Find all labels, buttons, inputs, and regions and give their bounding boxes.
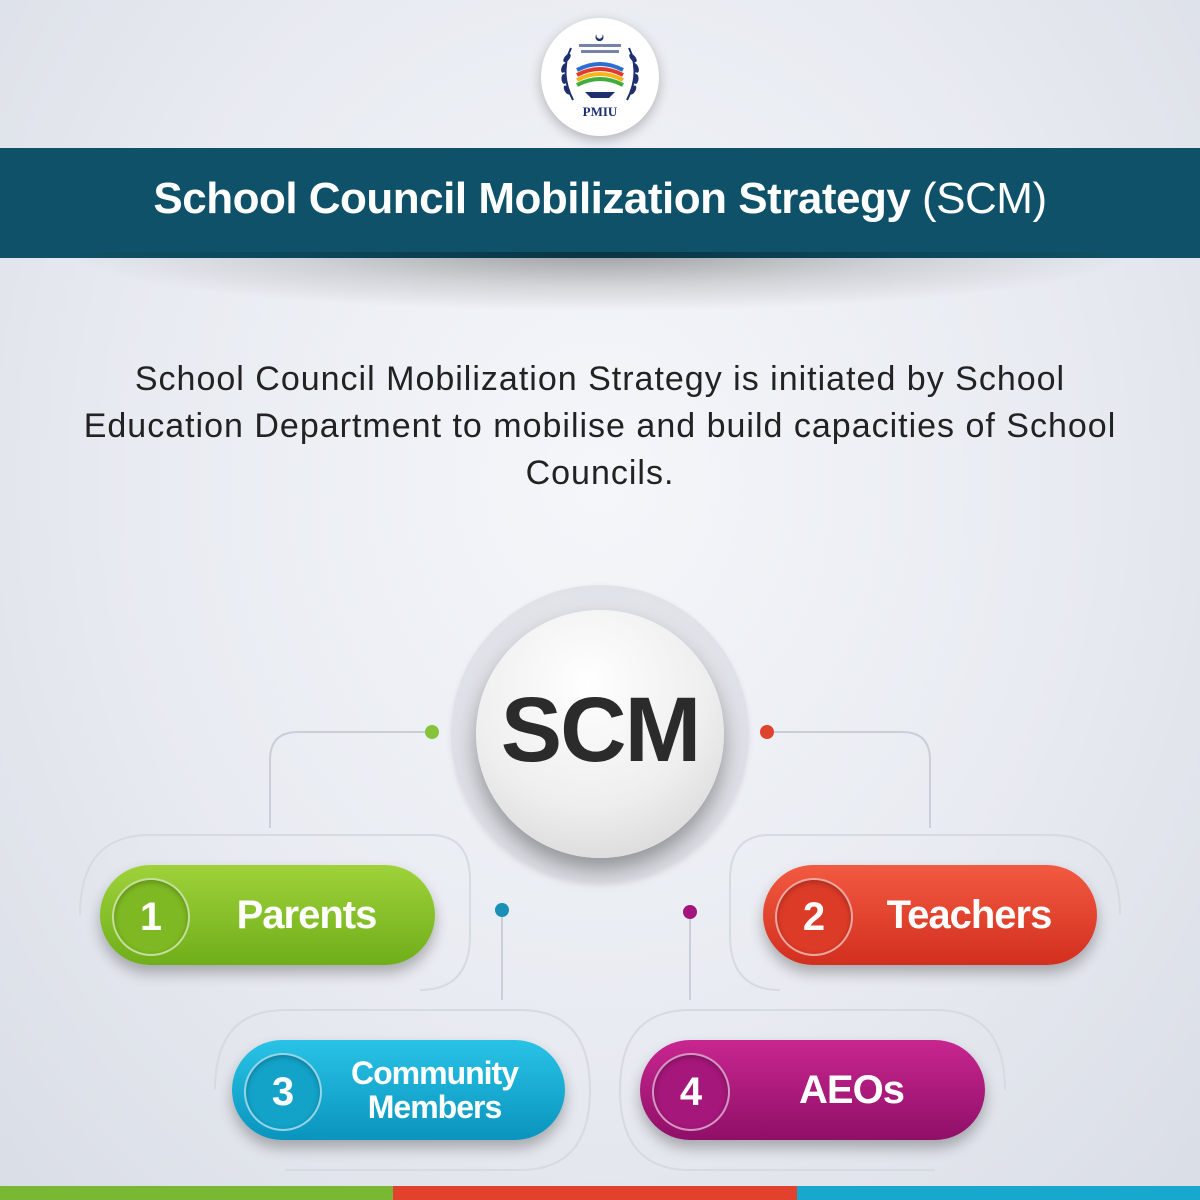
intro-text: School Council Mobilization Strategy is initiated by School Education Department to mobilise and build capacities of School Councils. [83,360,1117,492]
stakeholder-parents [100,865,435,965]
stakeholder-label: Parents [236,893,377,937]
bottom-bar-red [393,1186,797,1200]
stakeholder-label: Community Members [351,1055,518,1125]
connector-dot-blue [495,903,509,917]
stakeholder-label: Teachers [886,893,1052,937]
stakeholder-number: 4 [679,1070,703,1114]
stakeholder-community-members [232,1040,565,1140]
logo-text: PMIU [582,104,618,119]
page-title-main: School Council Mobilization Strategy [153,174,911,223]
stakeholder-number: 2 [802,895,826,939]
stakeholder-number: 1 [139,895,163,939]
stakeholder-number: 3 [271,1070,295,1114]
scm-hub [451,585,749,883]
page-title-abbr: (SCM) [922,174,1047,223]
bottom-bar-green [0,1186,393,1200]
bottom-bar-blue [797,1186,1200,1200]
connector-dot-red [760,725,774,739]
connector-dot-green [425,725,439,739]
stakeholder-aeos [640,1040,985,1140]
scm-hub-inner [476,610,724,858]
connector-dot-purple [683,905,697,919]
stakeholder-label: AEOs [799,1068,904,1112]
scm-hub-label: SCM [500,679,700,781]
stakeholder-teachers [763,865,1097,965]
